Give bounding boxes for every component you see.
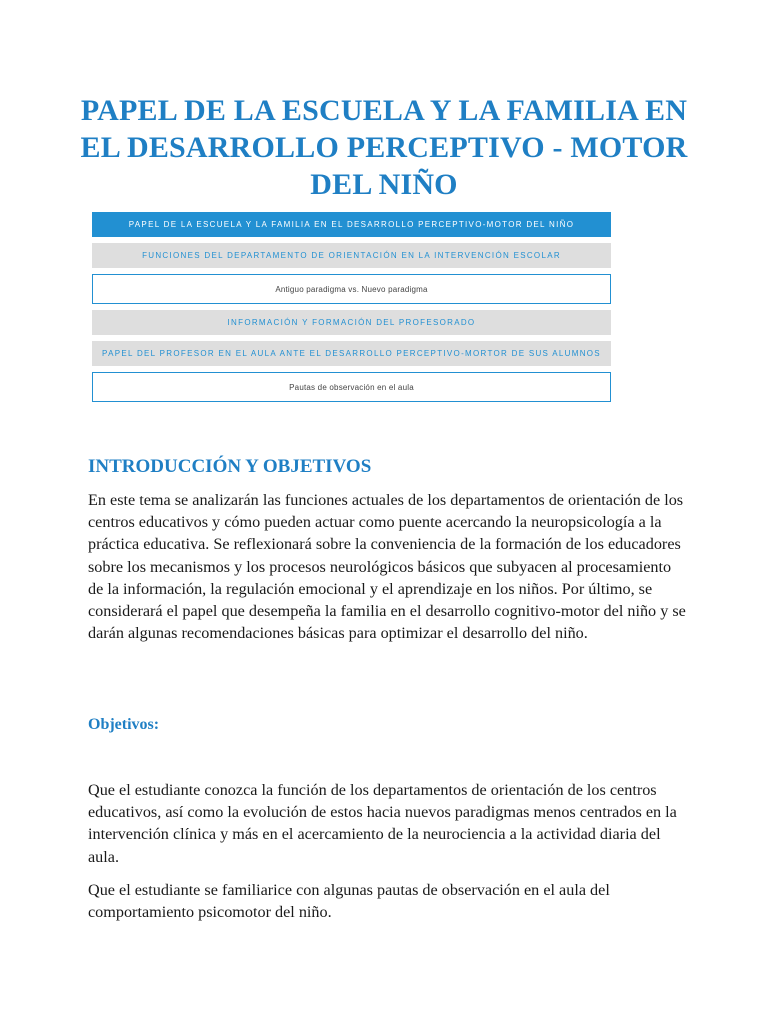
document-title: PAPEL DE LA ESCUELA Y LA FAMILIA EN EL DESARROLLO PERCEPTIVO - MOTOR DEL NIÑO [80, 94, 688, 201]
diagram-box-teacher-role: PAPEL DEL PROFESOR EN EL AULA ANTE EL DESARROLLO PERCEPTIVO-MORTOR DE SUS ALUMNOS [92, 341, 611, 366]
intro-heading: INTRODUCCIÓN Y OBJETIVOS [88, 456, 372, 477]
diagram-box-main-topic: PAPEL DE LA ESCUELA Y LA FAMILIA EN EL DESARROLLO PERCEPTIVO-MOTOR DEL NIÑO [92, 212, 611, 237]
objective-item-1: Que el estudiante conozca la función de los departamentos de orientación de los centros educativos, así como la evolución de estos hacia nuevos paradigmas menos centrados en la intervención clínica y más en el acercamiento de la neurociencia a la actividad diaria del aula. [88, 781, 677, 866]
intro-paragraph: En este tema se analizarán las funciones actuales de los departamentos de orientación de los centros educativos y cómo pueden actuar como puente acercando la neuropsicología a la práctica educativa. Se reflexionará sobre la conveniencia de la formación de los educadores sobre los mecanismos y los procesos neurológicos básicos que subyacen al procesamiento de la información, la regulación emocional y el aprendizaje en los niños. Por último, se considerará el papel que desempeña la familia en el desarrollo cognitivo-motor del niño y se darán algunas recomendaciones básicas para optimizar el desarrollo del niño. [88, 491, 686, 643]
objective-item-2: Que el estudiante se familiarice con algunas pautas de observación en el aula del comportamiento psicomotor del niño. [88, 881, 610, 922]
diagram-box-paradigm: Antiguo paradigma vs. Nuevo paradigma [92, 274, 611, 304]
diagram-box-teacher-training: INFORMACIÓN Y FORMACIÓN DEL PROFESORADO [92, 310, 611, 335]
objectives-heading: Objetivos: [88, 716, 160, 733]
topic-structure-diagram [92, 212, 612, 408]
diagram-box-observation-guidelines: Pautas de observación en el aula [92, 372, 611, 402]
diagram-box-orientation-functions: FUNCIONES DEL DEPARTAMENTO DE ORIENTACIÓN EN LA INTERVENCIÓN ESCOLAR [92, 243, 611, 268]
